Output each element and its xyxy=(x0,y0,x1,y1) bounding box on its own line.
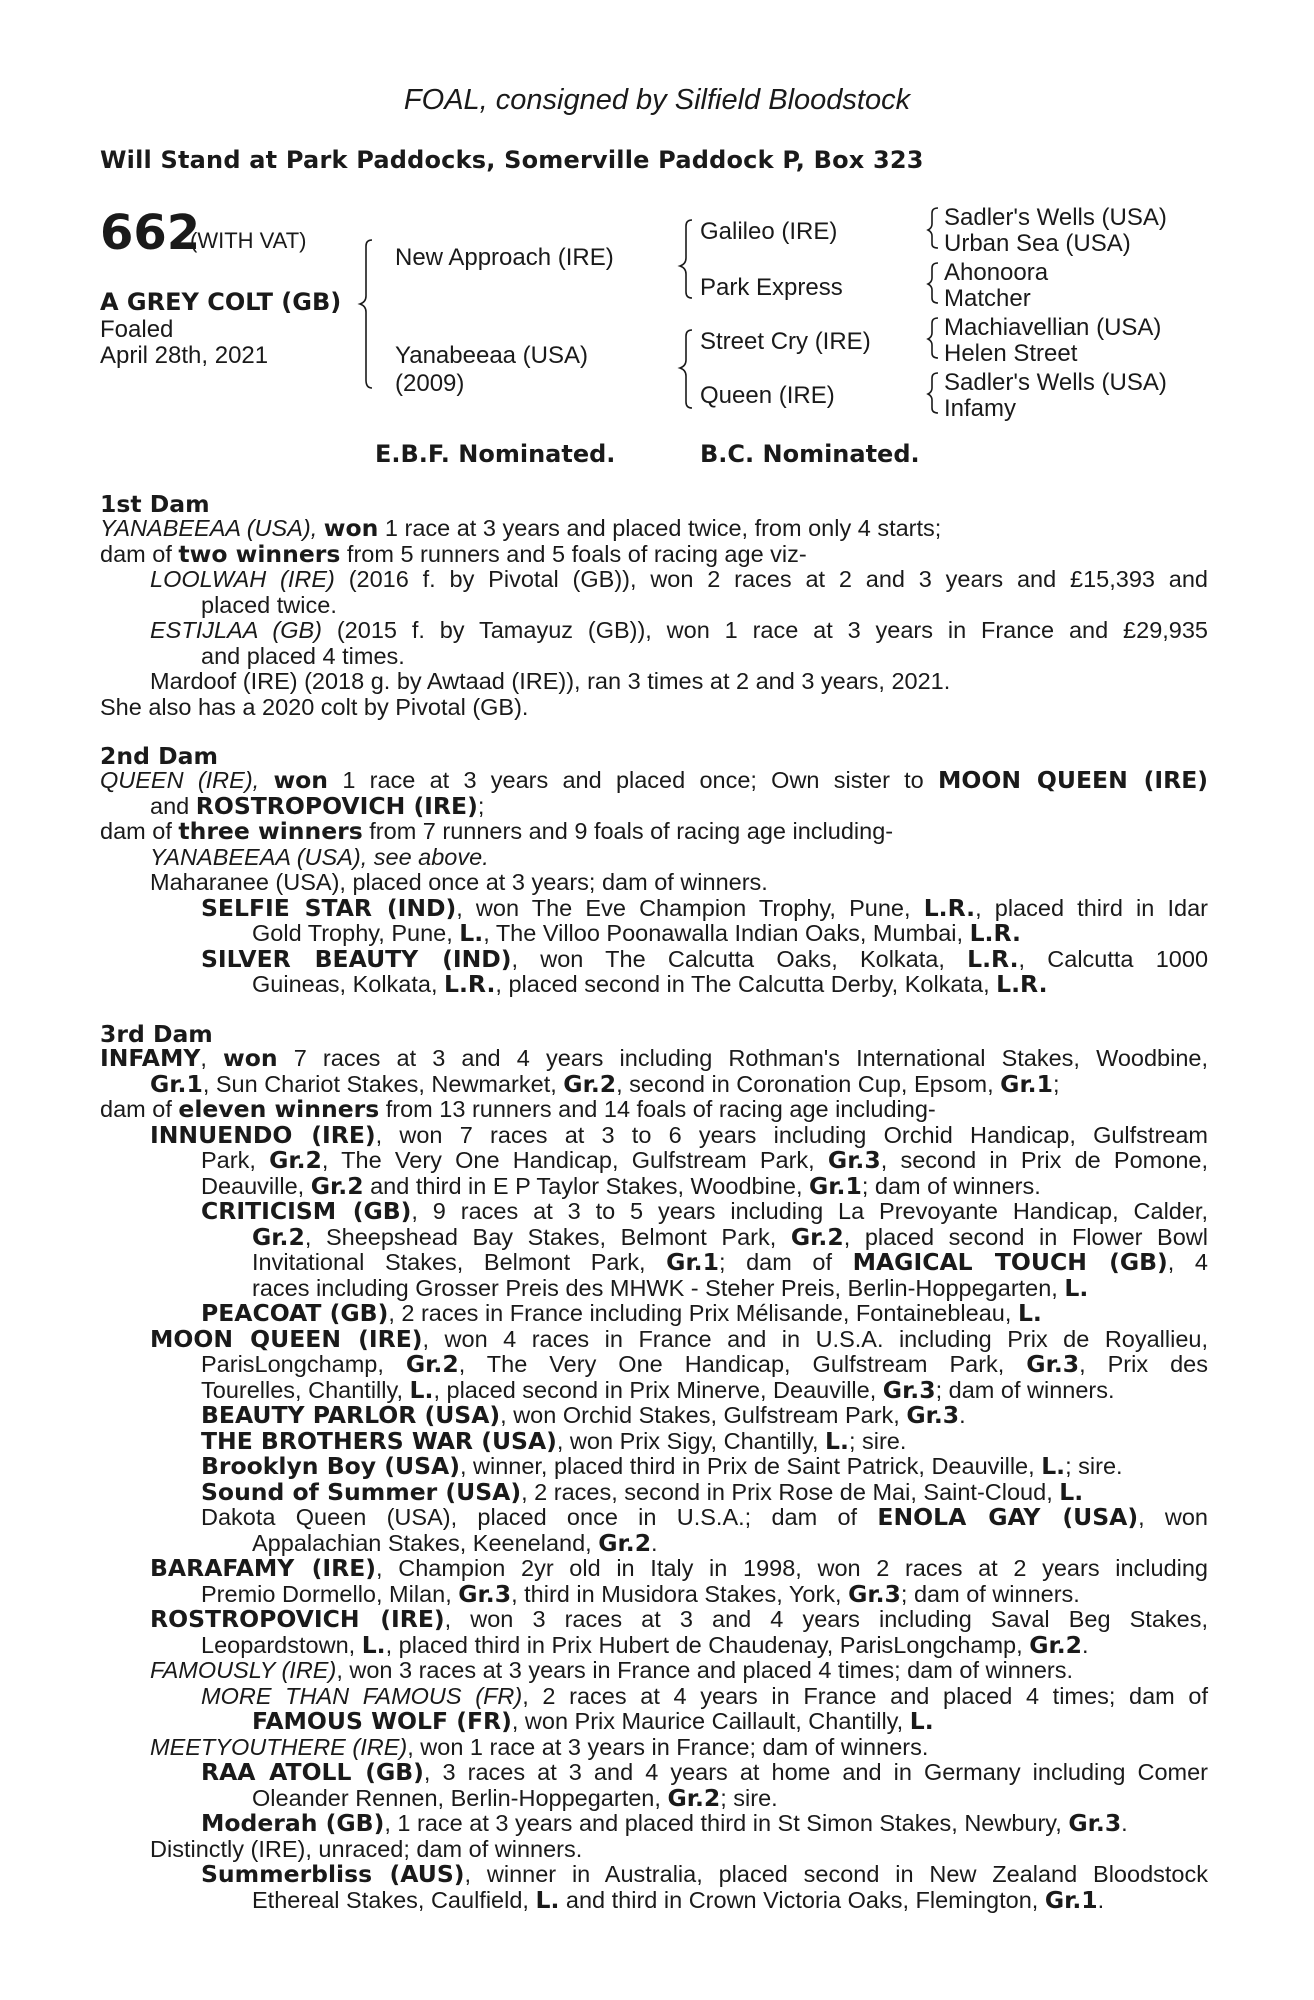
second-dam-section: QUEEN (IRE), won 1 race at 3 years and placed once; Own sister to MOON QUEEN (IRE) and ROSTROPOVICH (IRE); dam of three winners from 7 runners and 9 foals of racing age including- YANABEEAA (USA), see above. Maharanee (USA), placed once at 3 years; dam of winners. SELFIE STAR (IND), won The Eve Champion Trophy, Pune, L.R., placed third in Idar Gold Trophy, Pune, L., The Villoo Poonawalla Indian Oaks, Mumbai, L.R. SILVER BEAUTY (IND), won The Calcutta Oaks, Kolkata, L.R., Calcutta 1000 Guineas, Kolkata, L.R., placed second in The Calcutta Derby, Kolkata, L.R. xyxy=(100,766,1209,998)
foaled-date: April 28th, 2021 xyxy=(100,342,269,369)
stand-location: Will Stand at Park Paddocks, Somerville Paddock P, Box 323 xyxy=(100,146,924,174)
pedigree-dam-sire: Street Cry (IRE) xyxy=(700,328,871,355)
first-dam-section: YANABEEAA (USA), won 1 race at 3 years and placed twice, from only 4 starts; dam of two winners from 5 runners and 5 foals of racing age viz- LOOLWAH (IRE) (2016 f. by Pivotal (GB)), won 2 races at 2 and 3 years and £15,393 and placed twice. ESTIJLAA (GB) (2015 f. by Tamayuz (GB)), won 1 race at 3 years in France and £29,935 and placed 4 times. Mardoof (IRE) (2018 g. by Awtaad (IRE)), ran 3 times at 2 and 3 years, 2021. She also has a 2020 colt by Pivotal (GB). xyxy=(100,514,1208,720)
pedigree-ddd: Infamy xyxy=(944,395,1017,422)
pedigree-sds: Ahonoora xyxy=(944,259,1049,286)
page-title: FOAL, consigned by Silfield Bloodstock xyxy=(403,84,911,116)
second-dam-heading: 2nd Dam xyxy=(100,742,218,770)
pedigree-sire-dam: Park Express xyxy=(700,274,843,301)
pedigree-sdd: Matcher xyxy=(944,285,1031,312)
pedigree-dam-dam: Queen (IRE) xyxy=(700,382,835,409)
vat-label: (WITH VAT) xyxy=(190,228,307,253)
ebf-nominated: E.B.F. Nominated. xyxy=(375,440,616,468)
pedigree-sss: Sadler's Wells (USA) xyxy=(944,204,1167,231)
pedigree-dam: Yanabeeaa (USA) xyxy=(395,342,589,369)
first-dam-heading: 1st Dam xyxy=(100,490,210,518)
foaled-label: Foaled xyxy=(100,316,174,343)
pedigree-dsd: Helen Street xyxy=(944,340,1078,367)
lot-name: A GREY COLT (GB) xyxy=(100,288,342,316)
pedigree-sire: New Approach (IRE) xyxy=(395,244,614,271)
pedigree-ssd: Urban Sea (USA) xyxy=(944,230,1131,257)
pedigree-dds: Sadler's Wells (USA) xyxy=(944,369,1167,396)
third-dam-heading: 3rd Dam xyxy=(100,1020,213,1048)
pedigree-dam-year: (2009) xyxy=(395,370,465,397)
lot-number: 662 xyxy=(100,205,201,261)
pedigree-sire-sire: Galileo (IRE) xyxy=(700,218,838,245)
third-dam-section: INFAMY, won 7 races at 3 and 4 years including Rothman's International Stakes, Woodbine, Gr.1, Sun Chariot Stakes, Newmarket, Gr.2, second in Coronation Cup, Epsom, Gr.1; dam of eleven winners from 13 runners and 14 foals of racing age including- INNUENDO (IRE), won 7 races at 3 to 6 years including Orchid Handicap, Gulfstream Park, Gr.2, The Very One Handicap, Gulfstream Park, Gr.3, second in Prix de Pomone, Deauville, Gr.2 and third in E P Taylor Stakes, Woodbine, Gr.1; dam of winners. CRITICISM (GB), 9 races at 3 to 5 years including La Prevoyante Handicap, Calder, Gr.2, Sheepshead Bay Stakes, Belmont Park, Gr.2, placed second in Flower Bowl Invitational Stakes, Belmont Park, Gr.1; dam of MAGICAL TOUCH (GB), 4 races including Grosser Preis des MHWK - Steher Preis, Berlin-Hoppegarten, L. PEACOAT (GB), 2 races in France including Prix Mélisande, Fontainebleau, L. MOON QUEEN (IRE), won 4 races in France and in U.S.A. including Prix de Royallieu, ParisLongchamp, Gr.2, The Very One Handicap, Gulfstream Park, Gr.3, Prix des Tourelles, Chantilly, L., placed second in Prix Minerve, Deauville, Gr.3; dam of winners. BEAUTY PARLOR (USA), won Orchid Stakes, Gulfstream Park, Gr.3. THE BROTHERS WAR (USA), won Prix Sigy, Chantilly, L.; sire. Brooklyn Boy (USA), winner, placed third in Prix de Saint Patrick, Deauville, L.; sire. Sound of Summer (USA), 2 races, second in Prix Rose de Mai, Saint-Cloud, L. Dakota Queen (USA), placed once in U.S.A.; dam of ENOLA GAY (USA), won Appalachian Stakes, Keeneland, Gr.2. BARAFAMY (IRE), Champion 2yr old in Italy in 1998, won 2 races at 2 years including Premio Dormello, Milan, Gr.3, third in Musidora Stakes, York, Gr.3; dam of winners. ROSTROPOVICH (IRE), won 3 races at 3 and 4 years including Saval Beg Stakes, Leopardstown, L., placed third in Prix Hubert de Chaudenay, ParisLongchamp, Gr.2. FAMOUSLY (IRE), won 3 races at 3 years in France and placed 4 times; dam of winners. MORE THAN FAMOUS (FR), 2 races at 4 years in France and placed 4 times; dam of FAMOUS WOLF (FR), won Prix Maurice Caillault, Chantilly, L. MEETYOUTHERE (IRE), won 1 race at 3 years in France; dam of winners. RAA ATOLL (GB), 3 races at 3 and 4 years at home and in Germany including Comer Oleander Rennen, Berlin-Hoppegarten, Gr.2; sire. Moderah (GB), 1 race at 3 years and placed third in St Simon Stakes, Newbury, Gr.3. Distinctly (IRE), unraced; dam of winners. Summerbliss (AUS), winner in Australia, placed second in New Zealand Bloodstock Ethereal Stakes, Caulfield, L. and third in Crown Victoria Oaks, Flemington, Gr.1. xyxy=(100,1044,1209,1914)
pedigree-dss: Machiavellian (USA) xyxy=(944,314,1162,341)
bc-nominated: B.C. Nominated. xyxy=(700,440,920,468)
